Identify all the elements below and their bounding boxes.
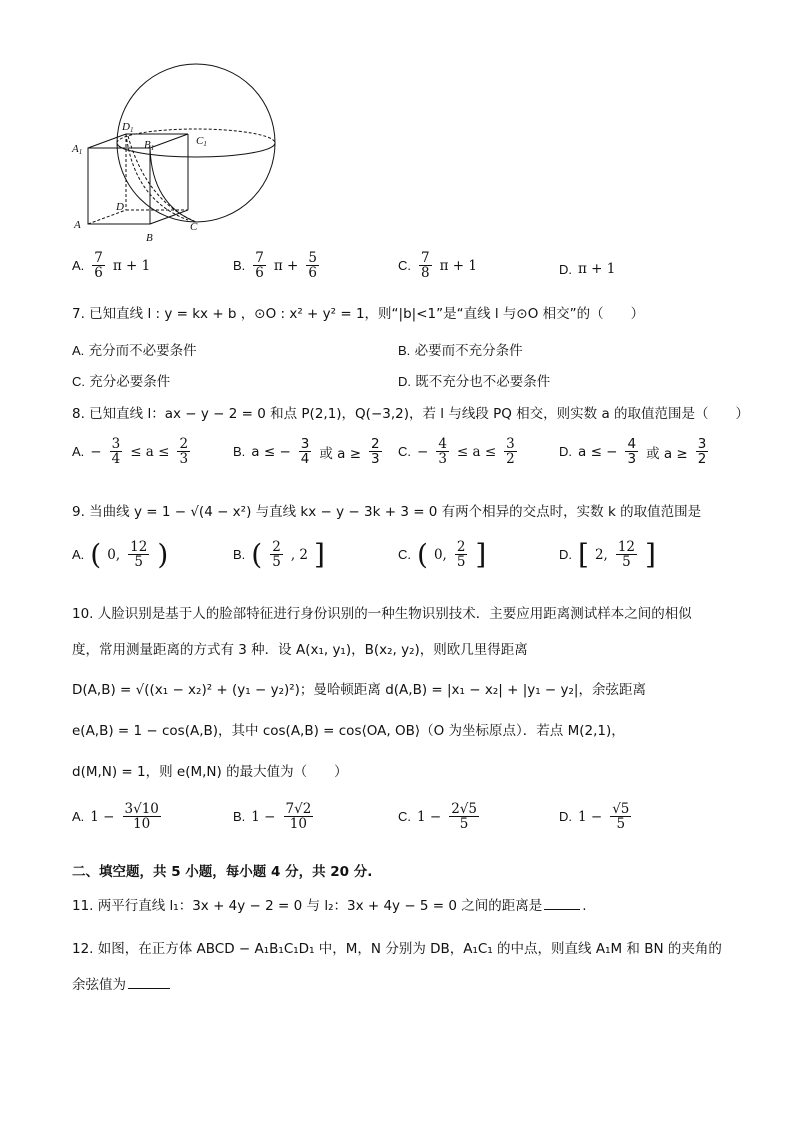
q11: 11. 两平行直线 l₁：3x + 4y − 2 = 0 与 l₂：3x + 4y − 5 = 0 之间的距离是 .: [72, 898, 587, 914]
q10-option-a[interactable]: A. 1 − $\frac{3√10}{10}$: [72, 801, 159, 833]
q10-option-c[interactable]: C. 1 − $\frac{2√5}{5}$: [398, 801, 477, 833]
label-A: A: [74, 219, 81, 231]
q8-option-d[interactable]: D. a ≤ − $\frac{4}{3}$ 或 a ≥ $\frac{3}{2}$: [559, 436, 707, 468]
cube-edge: [150, 134, 188, 148]
q6-option-c[interactable]: C. $\frac{7}{8}$ π + 1: [398, 250, 477, 282]
q10-line-3: D(A,B) = √((x₁ − x₂)² + (y₁ − y₂)²)；曼哈顿距离 d(A,B) = |x₁ − x₂| + |y₁ − y₂|，余弦距离: [72, 682, 646, 698]
label-A1: A1: [72, 143, 83, 156]
q12-answer-blank[interactable]: [128, 976, 170, 989]
q8-option-c[interactable]: C. − $\frac{4}{3}$ ≤ a ≤ $\frac{3}{2}$: [398, 436, 515, 468]
q8-option-b[interactable]: B. a ≤ − $\frac{3}{4}$ 或 a ≥ $\frac{2}{3}$: [233, 436, 380, 468]
arc-curve: [150, 148, 196, 222]
q7-option-d[interactable]: D. 既不充分也不必要条件: [398, 374, 551, 390]
q10-line-1: 10. 人脸识别是基于人的脸部特征进行身份识别的一种生物识别技术．主要应用距离测试样本之间的相似: [72, 606, 692, 622]
q9-stem: 9. 当曲线 y = 1 − √(4 − x²) 与直线 kx − y − 3k + 3 = 0 有两个相异的交点时，实数 k 的取值范围是: [72, 504, 702, 520]
q7-stem: 7. 已知直线 l : y = kx + b ，⊙O : x² + y² = 1，则“|b|<1”是“直线 l 与⊙O 相交”的（ ）: [72, 306, 645, 322]
section-fill-in-title: 二、填空题，共 5 小题，每小题 4 分，共 20 分.: [72, 864, 373, 880]
label-D1: D1: [122, 121, 134, 134]
q10-line-2: 度，常用测量距离的方式有 3 种．设 A(x₁, y₁)，B(x₂, y₂)，则欧几里得距离: [72, 642, 528, 658]
q10-option-b[interactable]: B. 1 − $\frac{7√2}{10}$: [233, 801, 312, 833]
q11-answer-blank[interactable]: [544, 897, 580, 910]
q6-option-b[interactable]: B. $\frac{7}{6}$ π + $\frac{5}{6}$: [233, 250, 317, 282]
q6-option-d[interactable]: D. π + 1: [559, 261, 616, 277]
q6-option-a[interactable]: A. $\frac{7}{6}$ π + 1: [72, 250, 151, 282]
q7-option-c[interactable]: C. 充分必要条件: [72, 374, 171, 390]
q7-option-a[interactable]: A. 充分而不必要条件: [72, 343, 197, 359]
label-B: B: [146, 232, 153, 244]
q9-option-a[interactable]: A. ( 0, $\frac{12}{5}$ ): [72, 537, 169, 571]
q10-line-4: e(A,B) = 1 − cos(A,B)，其中 cos(A,B) = cos⟨OA, OB⟩（O 为坐标原点）．若点 M(2,1)，: [72, 723, 625, 739]
q12-line-2: 余弦值为: [72, 973, 172, 993]
q12-line-1: 12. 如图，在正方体 ABCD − A₁B₁C₁D₁ 中，M，N 分别为 DB，A₁C₁ 的中点，则直线 A₁M 和 BN 的夹角的: [72, 941, 722, 957]
label-D: D: [116, 201, 124, 213]
arc-curve: [128, 136, 194, 221]
q10-option-d[interactable]: D. 1 − $\frac{√5}{5}$: [559, 801, 630, 833]
q9-option-d[interactable]: D. [ 2, $\frac{12}{5}$ ]: [559, 537, 656, 571]
label-B1: B1: [144, 139, 155, 152]
label-C1: C1: [196, 135, 207, 148]
q8-option-a[interactable]: A. − $\frac{3}{4}$ ≤ a ≤ $\frac{2}{3}$: [72, 436, 189, 468]
label-C: C: [190, 221, 198, 233]
arc-curve: [126, 134, 188, 220]
cube-edge: [88, 134, 126, 148]
q9-option-c[interactable]: C. ( 0, $\frac{2}{5}$ ]: [398, 537, 487, 571]
q7-option-b[interactable]: B. 必要而不充分条件: [398, 343, 523, 359]
cube-edge: [150, 210, 188, 224]
geometry-figure: [66, 60, 286, 250]
q10-line-5: d(M,N) = 1，则 e(M,N) 的最大值为（ ）: [72, 764, 348, 780]
q9-option-b[interactable]: B. ( $\frac{2}{5}$ , 2 ]: [233, 537, 325, 571]
q8-stem: 8. 已知直线 l：ax − y − 2 = 0 和点 P(2,1)，Q(−3,2)，若 l 与线段 PQ 相交，则实数 a 的取值范围是（ ）: [72, 406, 750, 422]
